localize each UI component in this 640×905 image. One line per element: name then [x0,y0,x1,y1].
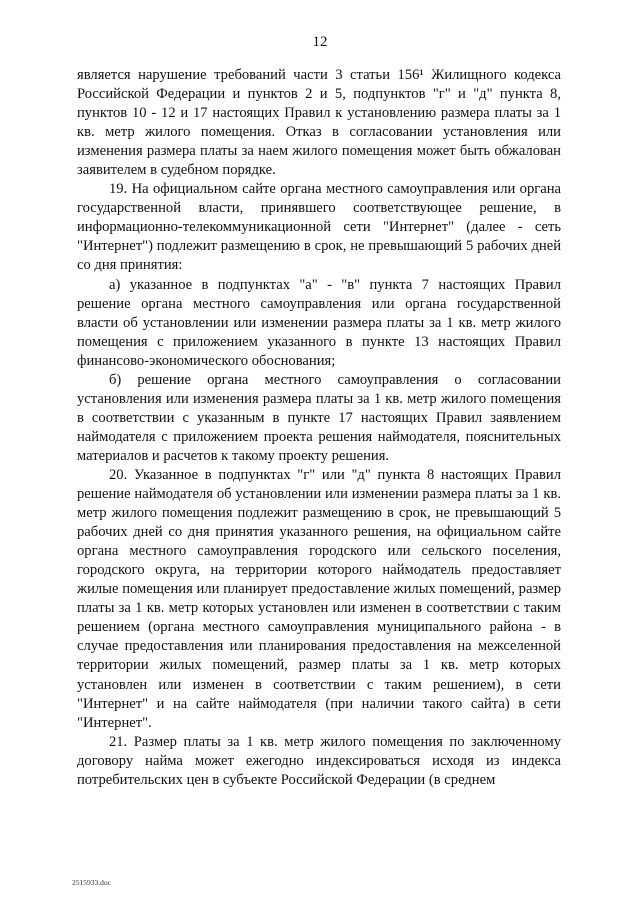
paragraph: 20. Указанное в подпунктах "г" или "д" пункта 8 настоящих Правил решение наймодателя об установлении или изменении размера платы за 1 кв. метр жилого помещения подлежит размещению в срок, не превышающий 5 рабочих дней со дня принятия указанного решения, на официальном сайте органа местного самоуправления городского или сельского поселения, городского округа, на территории которого наймодатель предоставляет жилые помещения или планирует предоставление жилых помещений, размер платы за 1 кв. метр которых установлен или изменен в соответствии с таким решением (органа местного самоуправления муниципального района - в случае предоставления или планирования предоставления на межселенной территории жилых помещений, размер платы за 1 кв. метр которых установлен или изменен в соответствии с таким решением), в сети "Интернет" и на сайте наймодателя (при наличии такого сайта) в сети "Интернет". [77,466,561,731]
paragraph: 21. Размер платы за 1 кв. метр жилого помещения по заключенному договору найма может ежегодно индексироваться исходя из индекса потребительских цен в субъекте Российской Федерации (в среднем [77,733,561,788]
paragraph: а) указанное в подпунктах "а" - "в" пункта 7 настоящих Правил решение органа местного самоуправления или органа государственной власти об установлении или изменении размера платы за 1 кв. метр жилого помещения с приложением указанного в пункте 13 настоящих Правил финансово-экономического обоснования; [77,276,561,369]
document-body [77,66,561,790]
document-filename: 2515933.doc [72,878,111,887]
paragraph: является нарушение требований части 3 статьи 156¹ Жилищного кодекса Российской Федерации и пунктов 2 и 5, подпунктов "г" и "д" пункта 8, пунктов 10 - 12 и 17 настоящих Правил к установлению размера платы за 1 кв. метр жилого помещения. Отказ в согласовании установления или изменения размера платы за наем жилого помещения может быть обжалован заявителем в судебном порядке. [77,67,561,179]
paragraph: 19. На официальном сайте органа местного самоуправления или органа государственной власти, принявшего соответствующее решение, в информационно-телекоммуникационной сети "Интернет" (далее - сеть "Интернет") подлежит размещению в срок, не превышающий 5 рабочих дней со дня принятия: [77,181,561,274]
paragraph: б) решение органа местного самоуправления о согласовании установления или изменения размера платы за 1 кв. метр жилого помещения в соответствии с указанным в пункте 17 настоящих Правил заявлением наймодателя с приложением проекта решения наймодателя, пояснительных материалов и расчетов к такому проекту решения. [77,371,561,464]
page-number: 12 [312,34,328,50]
